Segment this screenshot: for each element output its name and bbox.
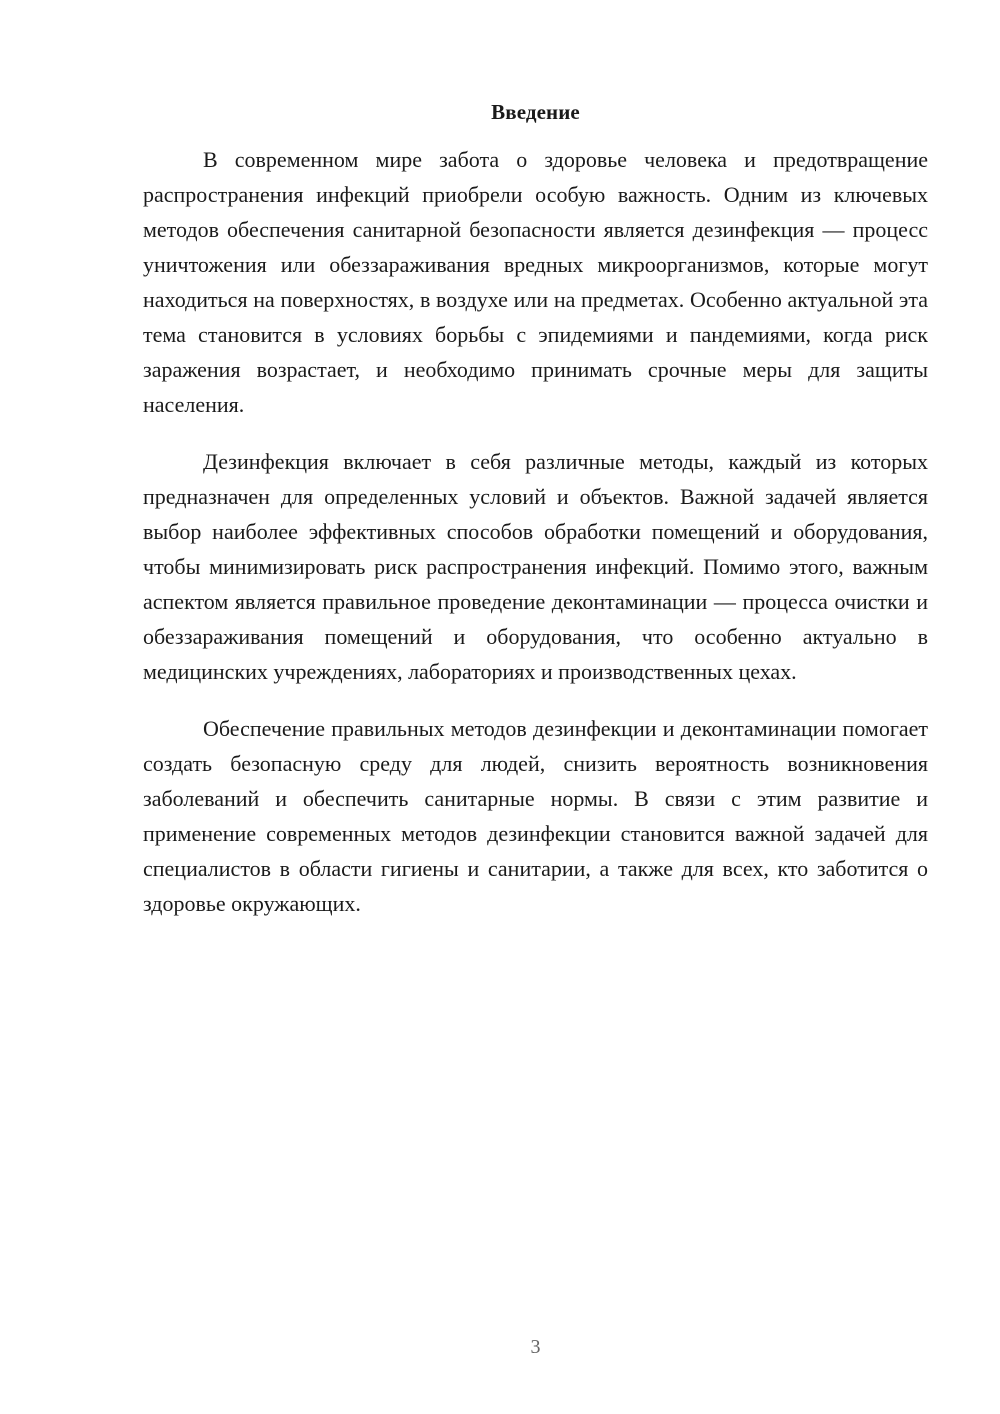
paragraph-1: В современном мире забота о здоровье человека и предотвращение распространения инфекций приобрели особую важность. Одним из ключевых методов обеспечения санитарной безопасности является дезинфекция — процесс уничтожения или обеззараживания вредных микроорганизмов, которые могут находиться на поверхностях, в воздухе или на предметах. Особенно актуальной эта тема становится в условиях борьбы с эпидемиями и пандемиями, когда риск заражения возрастает, и необходимо принимать срочные меры для защиты населения. <box>143 147 928 417</box>
paragraph-2: Дезинфекция включает в себя различные методы, каждый из которых предназначен для определенных условий и объектов. Важной задачей является выбор наиболее эффективных способов обработки помещений и оборудования, чтобы минимизировать риск распространения инфекций. Помимо этого, важным аспектом является правильное проведение деконтаминации — процесса очистки и обеззараживания помещений и оборудования, что особенно актуально в медицинских учреждениях, лабораториях и производственных цехах. <box>143 449 928 684</box>
paragraph-3: Обеспечение правильных методов дезинфекции и деконтаминации помогает создать безопасную среду для людей, снизить вероятность возникновения заболеваний и обеспечить санитарные нормы. В связи с этим развитие и применение современных методов дезинфекции становится важной задачей для специалистов в области гигиены и санитарии, а также для всех, кто заботится о здоровье окружающих. <box>143 716 928 916</box>
body-text <box>143 142 928 943</box>
page-number: 3 <box>530 1336 541 1358</box>
section-title: Введение <box>491 100 580 124</box>
